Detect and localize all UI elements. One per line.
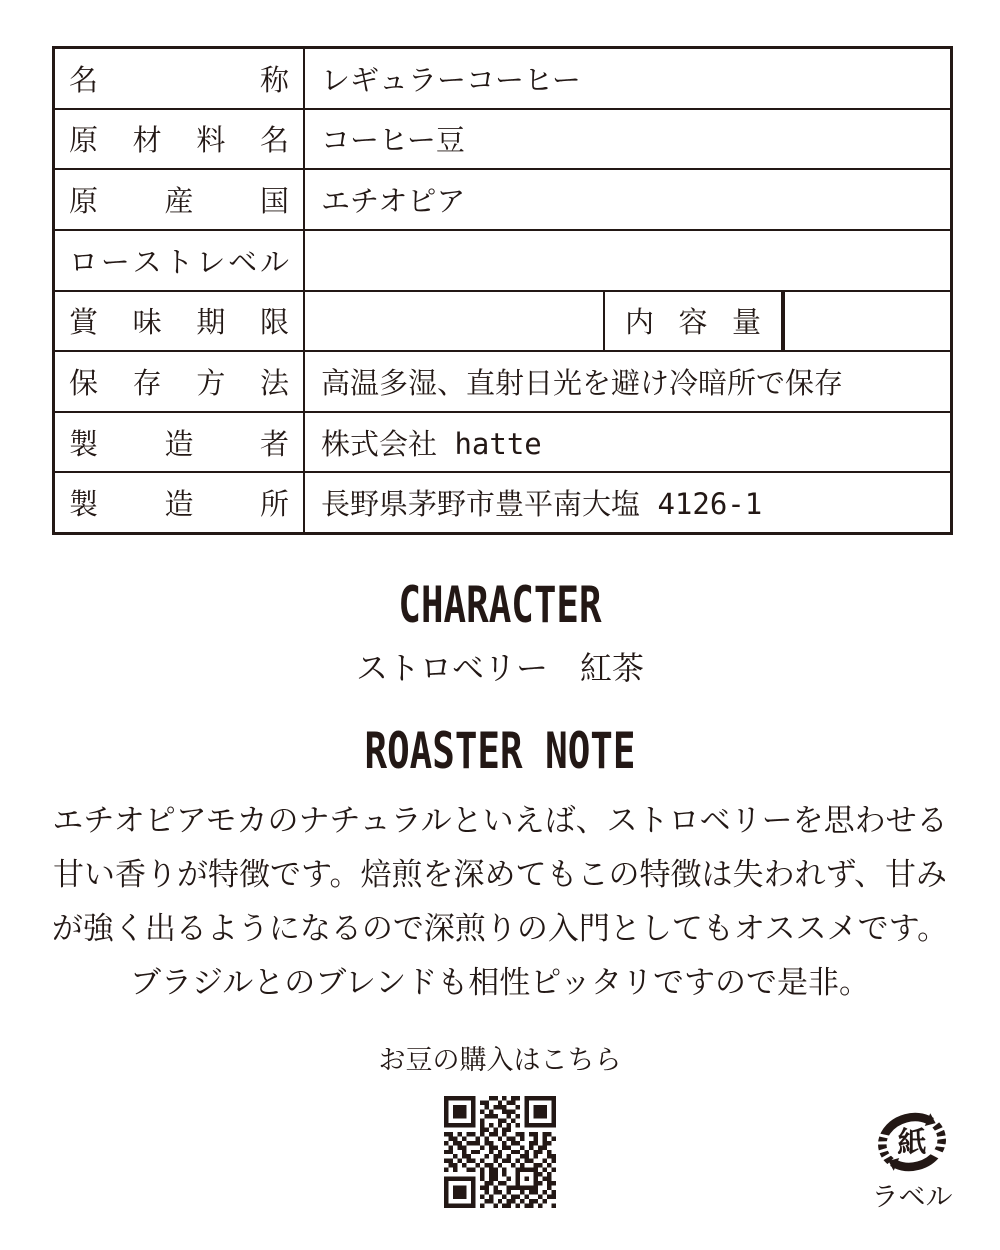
- spec-row-origin-country: [55, 168, 950, 229]
- paper-kanji: 紙: [897, 1127, 927, 1159]
- spec-label-roast-level: ロ ー ス ト レ ベ ル: [69, 246, 289, 279]
- character-heading: CHARACTER: [398, 576, 602, 634]
- spec-label-ingredients: 原 材 料 名: [69, 125, 289, 158]
- spec-row-storage-method: [55, 350, 950, 411]
- spec-label-best-before: 賞 味 期 限: [69, 307, 289, 340]
- spec-label-storage-method: 保 存 方 法: [69, 367, 289, 400]
- roaster-note-line: エチオピアモカのナチュラルといえば、ストロベリーを思わせる: [52, 803, 948, 838]
- spec-label-manufacturer: 製 造 者: [69, 428, 289, 461]
- spec-value-best-before: [303, 292, 603, 351]
- character-text: ストロベリー 紅茶: [355, 650, 644, 686]
- spec-row-manufacturer: [55, 411, 950, 472]
- recycle-mark-label: ラベル: [871, 1182, 953, 1212]
- spec-value-origin-country: エチオピア: [303, 170, 950, 229]
- spec-label-factory-location: 製 造 所: [69, 489, 289, 522]
- qr-code-wrap: [0, 1096, 1000, 1208]
- spec-row-best-before: [55, 290, 950, 351]
- spec-value-ingredients: コーヒー豆: [303, 110, 950, 169]
- roaster-note-heading: ROASTER NOTE: [364, 722, 636, 780]
- spec-value-manufacturer: 株式会社 hatte: [303, 413, 950, 472]
- spec-table: [52, 46, 953, 535]
- paper-recycle-icon: [873, 1104, 951, 1180]
- spec-value-roast-level: [303, 231, 950, 290]
- spec-label-contents: 内 容 量: [603, 292, 783, 351]
- spec-label-origin-country: 原 産 国: [69, 186, 289, 219]
- spec-value-contents: [783, 292, 950, 351]
- roaster-note-paragraph: [0, 794, 1000, 1010]
- qr-code-icon: [444, 1096, 556, 1208]
- spec-value-product-name: レギュラーコーヒー: [303, 49, 950, 108]
- spec-row-ingredients: [55, 108, 950, 169]
- paper-recycle-mark: [868, 1104, 956, 1212]
- spec-row-roast-level: [55, 229, 950, 290]
- spec-value-factory-location: 長野県茅野市豊平南大塩 4126-1: [303, 473, 950, 532]
- roaster-note-line: 甘い香りが特徴です。焙煎を深めてもこの特徴は失われず、甘み: [52, 857, 948, 892]
- spec-value-storage-method: 高温多湿、直射日光を避け冷暗所で保存: [303, 352, 950, 411]
- roaster-note-line: が強く出るようになるので深煎りの入門としてもオススメです。: [51, 911, 949, 946]
- spec-row-factory-location: [55, 471, 950, 532]
- purchase-text: お豆の購入はこちら: [378, 1045, 622, 1075]
- spec-label-product-name: 名 称: [69, 64, 289, 97]
- spec-row-product-name: [55, 49, 950, 108]
- roaster-note-line: ブラジルとのブレンドも相性ピッタリですので是非。: [130, 965, 870, 1000]
